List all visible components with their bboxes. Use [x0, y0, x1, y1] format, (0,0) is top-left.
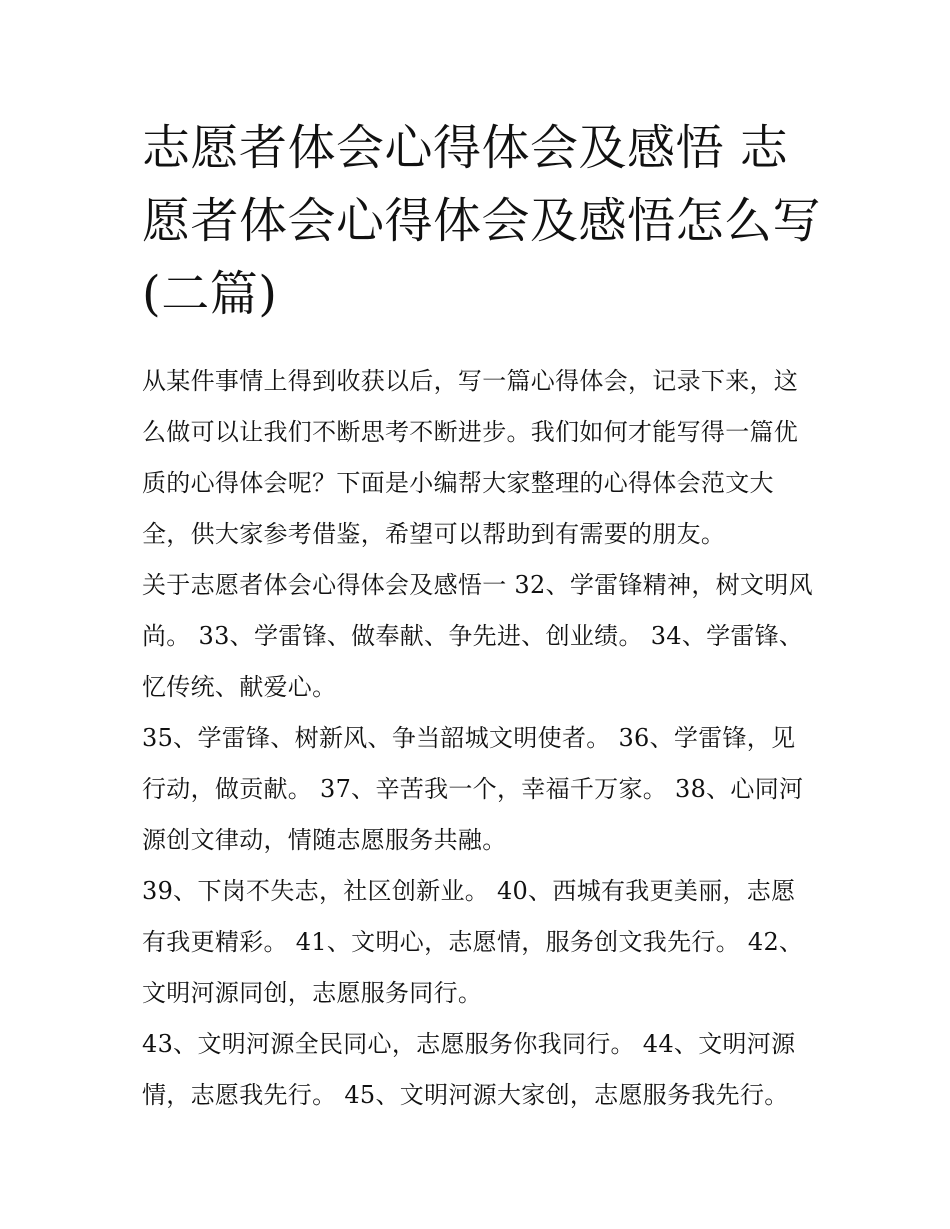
paragraph-intro: 从某件事情上得到收获以后，写一篇心得体会，记录下来，这么做可以让我们不断思考不断进步。我们如何才能写得一篇优质的心得体会呢？下面是小编帮大家整理的心得体会范文大全，供大家参考借鉴，希望可以帮助到有需要的朋友。	[142, 367, 799, 548]
paragraph-slogans-35-38: 35、学雷锋、树新风、争当韶城文明使者。 36、学雷锋，见行动，做贡献。 37、辛苦我一个，幸福千万家。 38、心同河源创文律动，情随志愿服务共融。	[142, 724, 804, 854]
paragraph-slogans-43-45: 43、文明河源全民同心，志愿服务你我同行。 44、文明河源情，志愿我先行。 45、文明河源大家创，志愿服务我先行。	[142, 1030, 796, 1109]
document-body	[142, 356, 817, 1121]
paragraph-section-one: 关于志愿者体会心得体会及感悟一 32、学雷锋精神，树文明风尚。 33、学雷锋、做奉献、争先进、创业绩。 34、学雷锋、忆传统、献爱心。	[142, 571, 813, 701]
document-title: 志愿者体会心得体会及感悟 志愿者体会心得体会及感悟怎么写(二篇)	[142, 120, 822, 322]
paragraph-slogans-39-42: 39、下岗不失志，社区创新业。 40、西城有我更美丽，志愿有我更精彩。 41、文明心，志愿情，服务创文我先行。 42、文明河源同创，志愿服务同行。	[142, 877, 804, 1007]
